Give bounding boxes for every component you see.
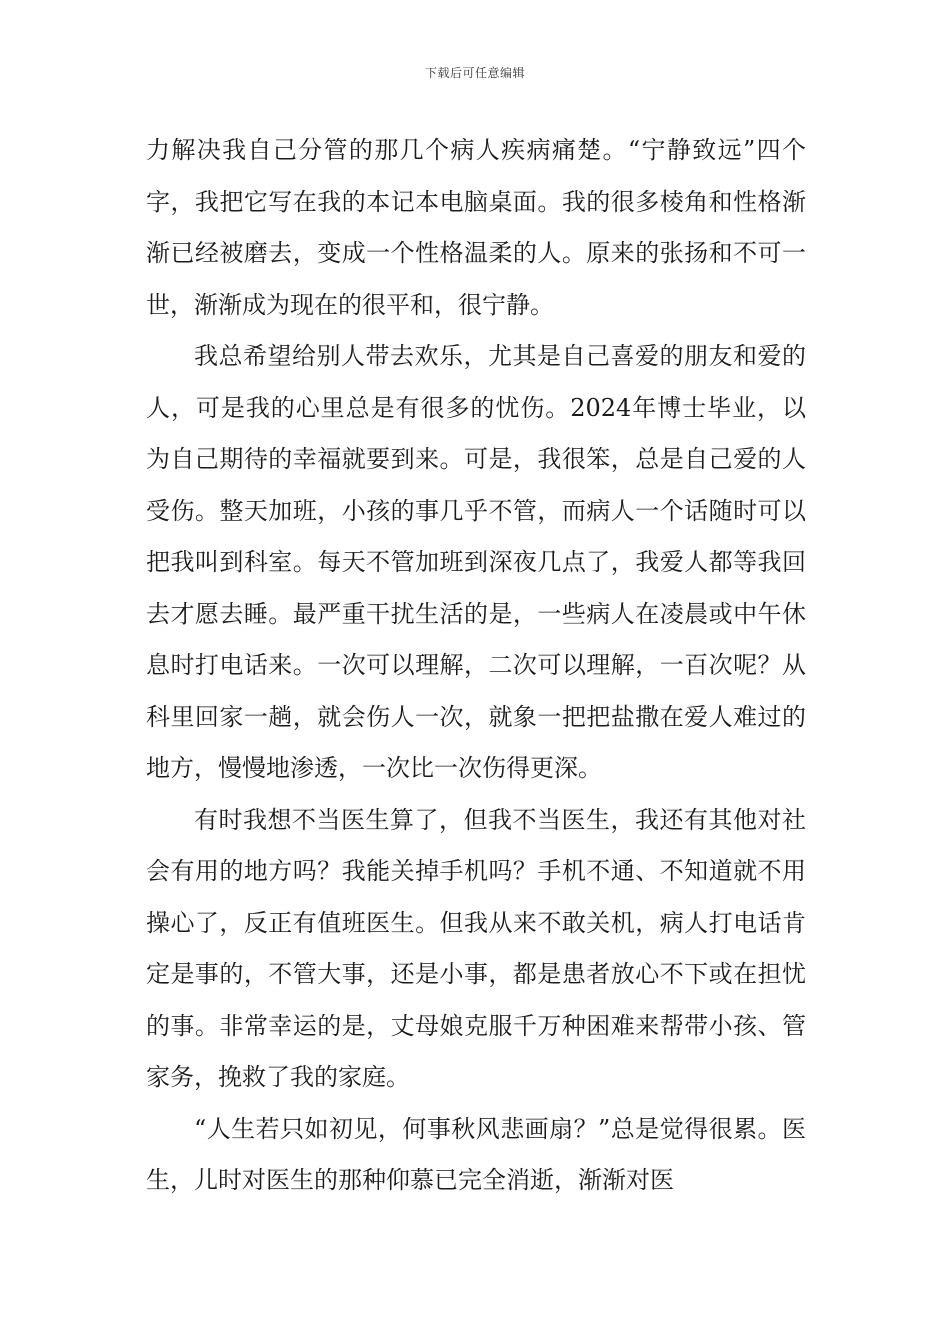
page-header: 下载后可任意编辑 <box>424 66 525 80</box>
paragraph: 有时我想不当医生算了，但我不当医生，我还有其他对社会有用的地方吗？我能关掉手机吗？手机不通、不知道就不用操心了，反正有值班医生。但我从来不敢关机，病人打电话肯定是事的，不管大事，还是小事，都是患者放心不下或在担忧的事。非常幸运的是，丈母娘克服千万种困难来帮带小孩、管家务，挽救了我的家庭。 <box>146 805 806 1091</box>
paragraph: 我总希望给别人带去欢乐，尤其是自己喜爱的朋友和爱的人，可是我的心里总是有很多的忧伤。2024年博士毕业，以为自己期待的幸福就要到来。可是，我很笨，总是自己爱的人受伤。整天加班，小孩的事几乎不管，而病人一个话随时可以把我叫到科室。每天不管加班到深夜几点了，我爱人都等我回去才愿去睡。最严重干扰生活的是，一些病人在凌晨或中午休息时打电话来。一次可以理解，二次可以理解，一百次呢？从科里回家一趟，就会伤人一次，就象一把把盐撒在爱人难过的地方，慢慢地渗透，一次比一次伤得更深。 <box>146 342 806 782</box>
document-body <box>146 125 806 1207</box>
paragraph-continuation: 力解决我自己分管的那几个病人疾病痛楚。“宁静致远”四个字，我把它写在我的本记本电脑桌面。我的很多棱角和性格渐渐已经被磨去，变成一个性格温柔的人。原来的张扬和不可一世，渐渐成为现在的很平和，很宁静。 <box>146 136 806 319</box>
paragraph: “人生若只如初见，何事秋风悲画扇？”总是觉得很累。医生，儿时对医生的那种仰慕已完全消逝，渐渐对医 <box>146 1114 806 1194</box>
